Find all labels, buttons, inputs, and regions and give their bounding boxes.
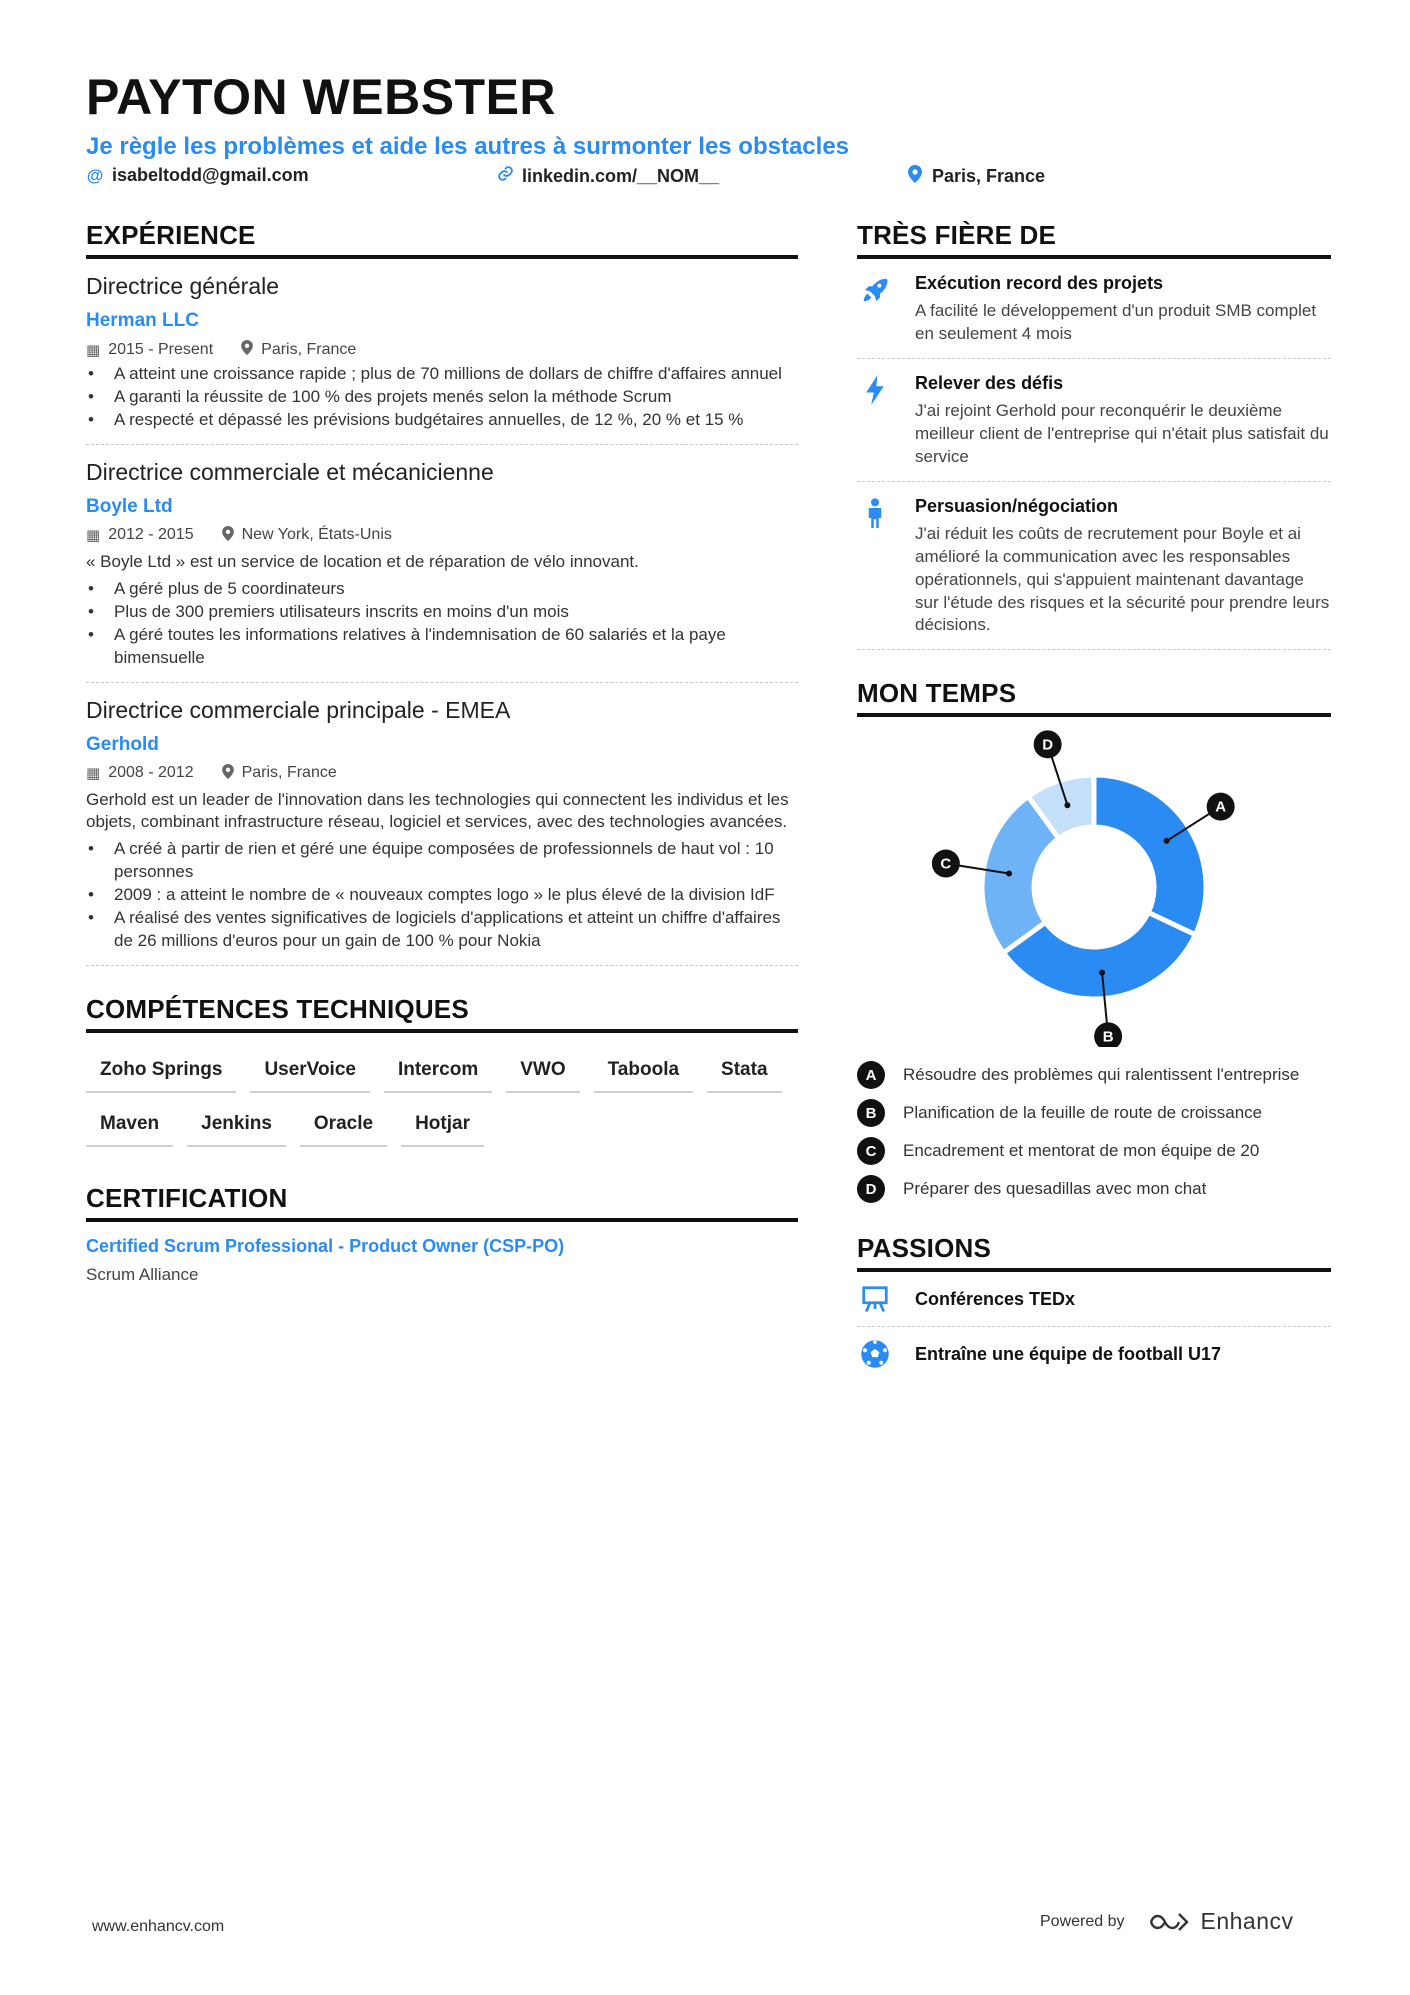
footer-website[interactable]: www.enhancv.com bbox=[92, 1918, 225, 1935]
map-pin-icon bbox=[241, 340, 253, 359]
job-dates: 2012 - 2015 bbox=[108, 526, 194, 544]
map-pin-icon bbox=[906, 165, 924, 188]
email-text: isabeltodd@gmail.com bbox=[112, 165, 309, 185]
job-location: Paris, France bbox=[261, 340, 357, 358]
company-name: Boyle Ltd bbox=[86, 495, 173, 517]
skill-tag: Hotjar bbox=[401, 1107, 484, 1147]
certification-org: Scrum Alliance bbox=[86, 1265, 199, 1285]
achievement-item bbox=[857, 259, 1331, 359]
list-item: • 2009 : a atteint le nombre de « nouveaux comptes logo » le plus élevé de la division IdF bbox=[86, 884, 798, 907]
map-pin-icon bbox=[222, 526, 234, 545]
list-item: • A créé à partir de rien et géré une équipe composées de professionnels de haut vol : 10 personnes bbox=[86, 838, 798, 884]
legend-badge: A bbox=[857, 1061, 885, 1089]
experience-title: EXPÉRIENCE bbox=[86, 220, 798, 259]
leader-dot bbox=[1099, 970, 1105, 976]
skill-tag: Taboola bbox=[594, 1053, 693, 1093]
calendar-icon: ▦ bbox=[86, 765, 101, 782]
achievement-desc: J'ai rejoint Gerhold pour reconquérir le deuxième meilleur client de l'entreprise qui n'était plus satisfait du service bbox=[915, 400, 1329, 466]
legend-label: Encadrement et mentorat de mon équipe de 20 bbox=[903, 1141, 1260, 1161]
achievement-title: Relever des défis bbox=[915, 372, 1064, 393]
achievement-title: Persuasion/négociation bbox=[915, 495, 1119, 516]
legend-badge: B bbox=[857, 1099, 885, 1127]
achievement-desc: A facilité le développement d'un produit SMB complet en seulement 4 mois bbox=[915, 301, 1317, 343]
skill-tag: Intercom bbox=[384, 1053, 492, 1093]
legend-label: Préparer des quesadillas avec mon chat bbox=[903, 1179, 1207, 1199]
skills-list bbox=[86, 1053, 798, 1147]
skill-tag: Maven bbox=[86, 1107, 173, 1147]
job-description: Gerhold est un leader de l'innovation dans les technologies qui connectent les individus et les objets, combinant infrastructure réseau, logiciel et services, avec des technologies avancées. bbox=[86, 789, 789, 832]
lightning-icon bbox=[857, 373, 893, 469]
skill-tag: Jenkins bbox=[187, 1107, 286, 1147]
certification-title: CERTIFICATION bbox=[86, 1183, 798, 1222]
linkedin-contact[interactable] bbox=[496, 165, 719, 187]
list-item: • A géré toutes les informations relatives à l'indemnisation de 60 salariés et la paye bimensuelle bbox=[86, 624, 798, 670]
list-item: • A réalisé des ventes significatives de logiciels d'applications et atteint un chiffre d'affaires de 26 millions d'euros pour un gain de 100 % pour Nokia bbox=[86, 907, 798, 953]
job-entry bbox=[86, 683, 798, 967]
job-entry bbox=[86, 445, 798, 683]
achievement-item bbox=[857, 482, 1331, 651]
legend-item bbox=[857, 1175, 1331, 1203]
link-icon bbox=[496, 165, 514, 187]
passion-title: Conférences TEDx bbox=[915, 1288, 1076, 1309]
chart-legend bbox=[857, 1061, 1331, 1203]
job-title: Directrice commerciale principale - EMEA bbox=[86, 696, 511, 723]
job-meta bbox=[86, 340, 798, 359]
legend-item bbox=[857, 1137, 1331, 1165]
footer-branding bbox=[1040, 1908, 1294, 1935]
list-item: • A respecté et dépassé les prévisions budgétaires annuelles, de 12 %, 20 % et 15 % bbox=[86, 409, 798, 432]
slice-label: B bbox=[1102, 1028, 1114, 1046]
candidate-name: PAYTON WEBSTER bbox=[86, 69, 557, 125]
skill-tag: Oracle bbox=[300, 1107, 387, 1147]
right-column bbox=[857, 220, 1331, 1381]
location-contact bbox=[906, 165, 1045, 188]
job-meta bbox=[86, 526, 798, 545]
at-icon: @ bbox=[86, 165, 104, 185]
company-name: Gerhold bbox=[86, 733, 159, 755]
job-dates: 2008 - 2012 bbox=[108, 764, 194, 781]
achievement-item bbox=[857, 359, 1331, 482]
left-column bbox=[86, 220, 798, 1285]
list-item: • A géré plus de 5 coordinateurs bbox=[86, 578, 798, 601]
legend-label: Planification de la feuille de route de croissance bbox=[903, 1103, 1263, 1123]
job-location: Paris, France bbox=[241, 764, 337, 781]
job-bullets bbox=[86, 363, 798, 432]
achievement-desc: J'ai réduit les coûts de recrutement pour Boyle et ai amélioré la communication avec les responsables opérationnels, qui s'appuient maintenant davantage sur l'étude des risques et la sécurité pour prendre leurs décisions. bbox=[915, 523, 1330, 635]
tagline: Je règle les problèmes et aide les autres à surmonter les obstacles bbox=[86, 133, 850, 160]
slice-label: D bbox=[1042, 736, 1054, 754]
calendar-icon: ▦ bbox=[86, 527, 101, 545]
job-dates: 2015 - Present bbox=[108, 340, 214, 358]
list-item: • A atteint une croissance rapide ; plus de 70 millions de dollars de chiffre d'affaires annuel bbox=[86, 363, 798, 386]
skill-tag: Stata bbox=[707, 1053, 781, 1093]
job-description: « Boyle Ltd » est un service de location et de réparation de vélo innovant. bbox=[86, 551, 639, 571]
job-title: Directrice générale bbox=[86, 273, 280, 299]
job-meta bbox=[86, 764, 798, 783]
leader-dot bbox=[1006, 871, 1012, 877]
map-pin-icon bbox=[222, 764, 234, 783]
leader-dot bbox=[1064, 803, 1070, 809]
enhancv-logo-icon bbox=[1147, 1910, 1191, 1934]
company-name: Herman LLC bbox=[86, 310, 199, 331]
skills-title: COMPÉTENCES TECHNIQUES bbox=[86, 994, 798, 1033]
email-contact[interactable] bbox=[86, 165, 309, 186]
job-bullets bbox=[86, 838, 798, 953]
time-title: MON TEMPS bbox=[857, 678, 1331, 717]
skill-tag: UserVoice bbox=[250, 1053, 370, 1093]
legend-label: Résoudre des problèmes qui ralentissent l'entreprise bbox=[903, 1065, 1300, 1085]
skill-tag: Zoho Springs bbox=[86, 1053, 236, 1093]
football-icon bbox=[857, 1339, 893, 1369]
linkedin-text: linkedin.com/__NOM__ bbox=[522, 165, 720, 186]
powered-by-text: Powered by bbox=[1040, 1912, 1125, 1930]
skill-tag: VWO bbox=[506, 1053, 579, 1093]
presentation-icon bbox=[857, 1284, 893, 1314]
legend-badge: C bbox=[857, 1137, 885, 1165]
passions-title: PASSIONS bbox=[857, 1233, 1331, 1272]
legend-item bbox=[857, 1061, 1331, 1089]
person-icon bbox=[857, 496, 893, 638]
job-title: Directrice commerciale et mécanicienne bbox=[86, 458, 494, 485]
brand-logo[interactable] bbox=[1147, 1908, 1294, 1935]
location-text: Paris, France bbox=[932, 166, 1046, 186]
calendar-icon: ▦ bbox=[86, 341, 101, 359]
job-location: New York, États-Unis bbox=[241, 526, 392, 544]
leader-dot bbox=[1164, 838, 1170, 844]
job-entry bbox=[86, 259, 798, 445]
time-chart bbox=[857, 727, 1331, 1047]
passion-item bbox=[857, 1272, 1331, 1327]
legend-item bbox=[857, 1099, 1331, 1127]
donut-chart bbox=[857, 727, 1331, 1047]
legend-badge: D bbox=[857, 1175, 885, 1203]
passion-item bbox=[857, 1327, 1331, 1381]
list-item: • Plus de 300 premiers utilisateurs inscrits en moins d'un mois bbox=[86, 601, 798, 624]
certification-name: Certified Scrum Professional - Product Owner (CSP-PO) bbox=[86, 1236, 565, 1257]
slice-label: A bbox=[1215, 799, 1227, 817]
achievement-title: Exécution record des projets bbox=[915, 273, 1164, 293]
proud-title: TRÈS FIÈRE DE bbox=[857, 220, 1331, 259]
passion-title: Entraîne une équipe de football U17 bbox=[915, 1343, 1222, 1364]
job-bullets bbox=[86, 578, 798, 670]
contact-bar bbox=[86, 165, 1326, 189]
rocket-icon bbox=[857, 273, 893, 346]
list-item: • A garanti la réussite de 100 % des projets menés selon la méthode Scrum bbox=[86, 386, 798, 409]
brand-name: Enhancv bbox=[1200, 1908, 1294, 1934]
slice-label: C bbox=[940, 855, 952, 873]
